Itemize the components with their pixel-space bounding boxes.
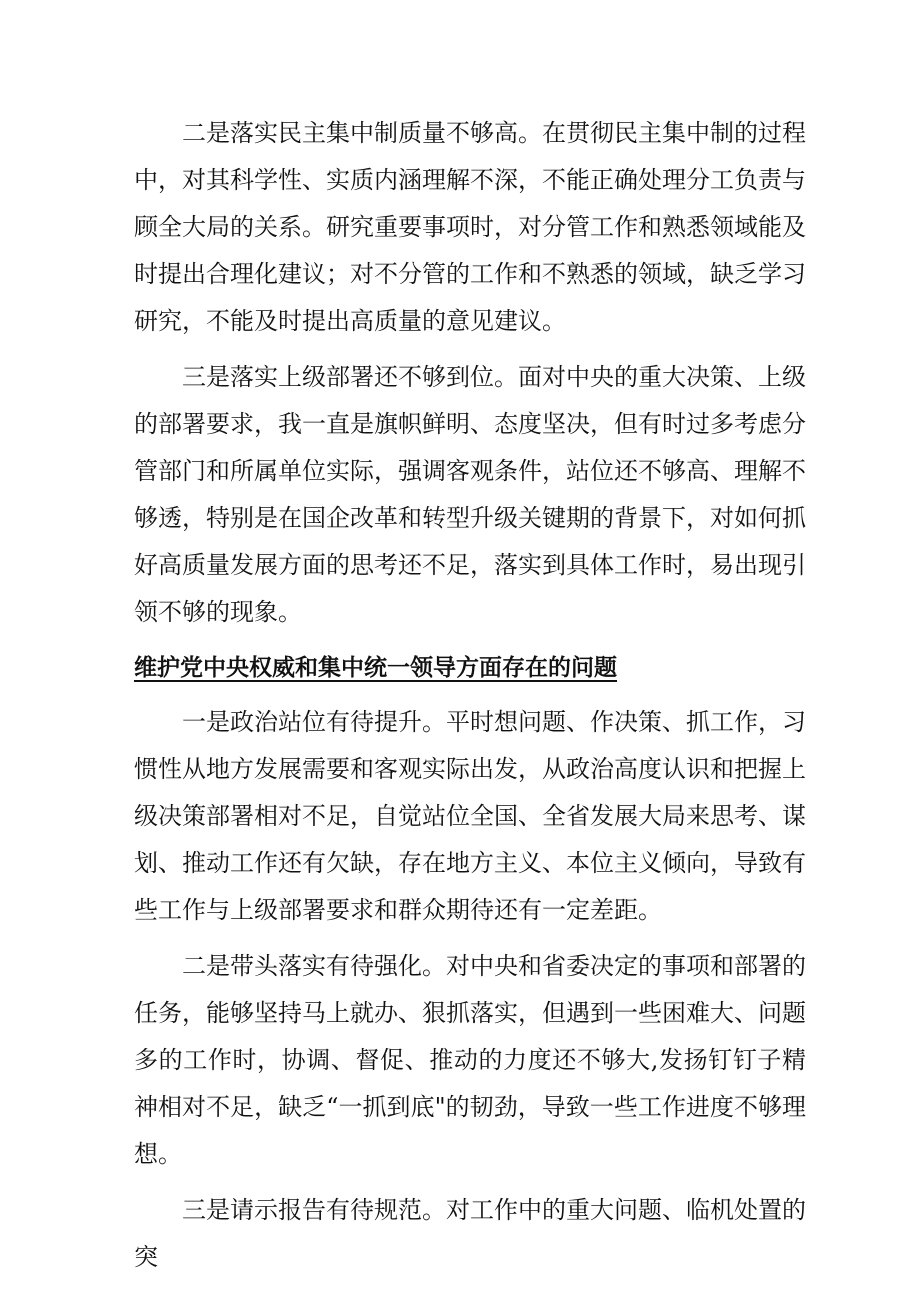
paragraph-implementing-deployments: 三是落实上级部署还不够到位。面对中央的重大决策、上级的部署要求，我一直是旗帜鲜明、态度坚决，但有时过多考虑分管部门和所属单位实际，强调客观条件，站位还不够高、理解不够透，特别是在国企改革和转型升级关键期的背景下，对如何抓好高质量发展方面的思考还不足，落实到具体工作时，易出现引领不够的现象。	[134, 363, 806, 626]
paragraph-democratic-centralism: 二是落实民主集中制质量不够高。在贯彻民主集中制的过程中，对其科学性、实质内涵理解不深，不能正确处理分工负责与顾全大局的关系。研究重要事项时，对分管工作和熟悉领域能及时提出合理化建议；对不分管的工作和不熟悉的领域，缺乏学习研究，不能及时提出高质量的意见建议。	[134, 119, 806, 335]
paragraph-reporting: 三是请示报告有待规范。对工作中的重大问题、临机处置的突	[134, 1196, 806, 1271]
document-body	[134, 110, 806, 1290]
section-heading: 维护党中央权威和集中统一领导方面存在的问题	[134, 655, 617, 681]
paragraph-political-stance: 一是政治站位有待提升。平时想问题、作决策、抓工作，习惯性从地方发展需要和客观实际出发，从政治高度认识和把握上级决策部署相对不足，自觉站位全国、全省发展大局来思考、谋划、推动工作还有欠缺，存在地方主义、本位主义倾向，导致有些工作与上级部署要求和群众期待还有一定差距。	[134, 708, 806, 924]
paragraph-taking-lead: 二是带头落实有待强化。对中央和省委决定的事项和部署的任务，能够坚持马上就办、狠抓落实，但遇到一些困难大、问题多的工作时，协调、督促、推动的力度还不够大,发扬钉钉子精神相对不足，缺乏“一抓到底"的韧劲，导致一些工作进度不够理想。	[134, 952, 806, 1168]
